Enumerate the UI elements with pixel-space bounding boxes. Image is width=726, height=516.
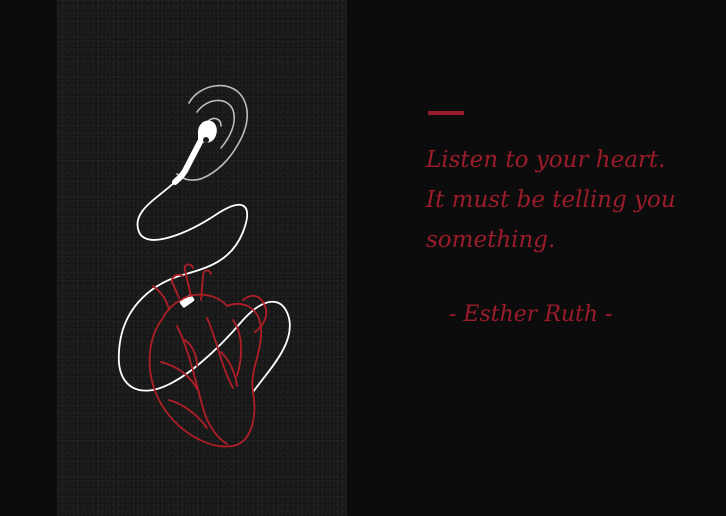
quote-line-2: It must be telling you (426, 187, 676, 213)
accent-bar (428, 111, 464, 115)
earphone-icon (175, 121, 217, 182)
quote-line-1: Listen to your heart. (426, 147, 666, 173)
quote-line-3: something. (426, 227, 556, 253)
quote-author: - Esther Ruth - (449, 302, 613, 327)
quote-text (426, 140, 716, 260)
illustration-panel (57, 0, 347, 516)
earphone-cable (119, 182, 290, 392)
illustration (57, 0, 347, 516)
